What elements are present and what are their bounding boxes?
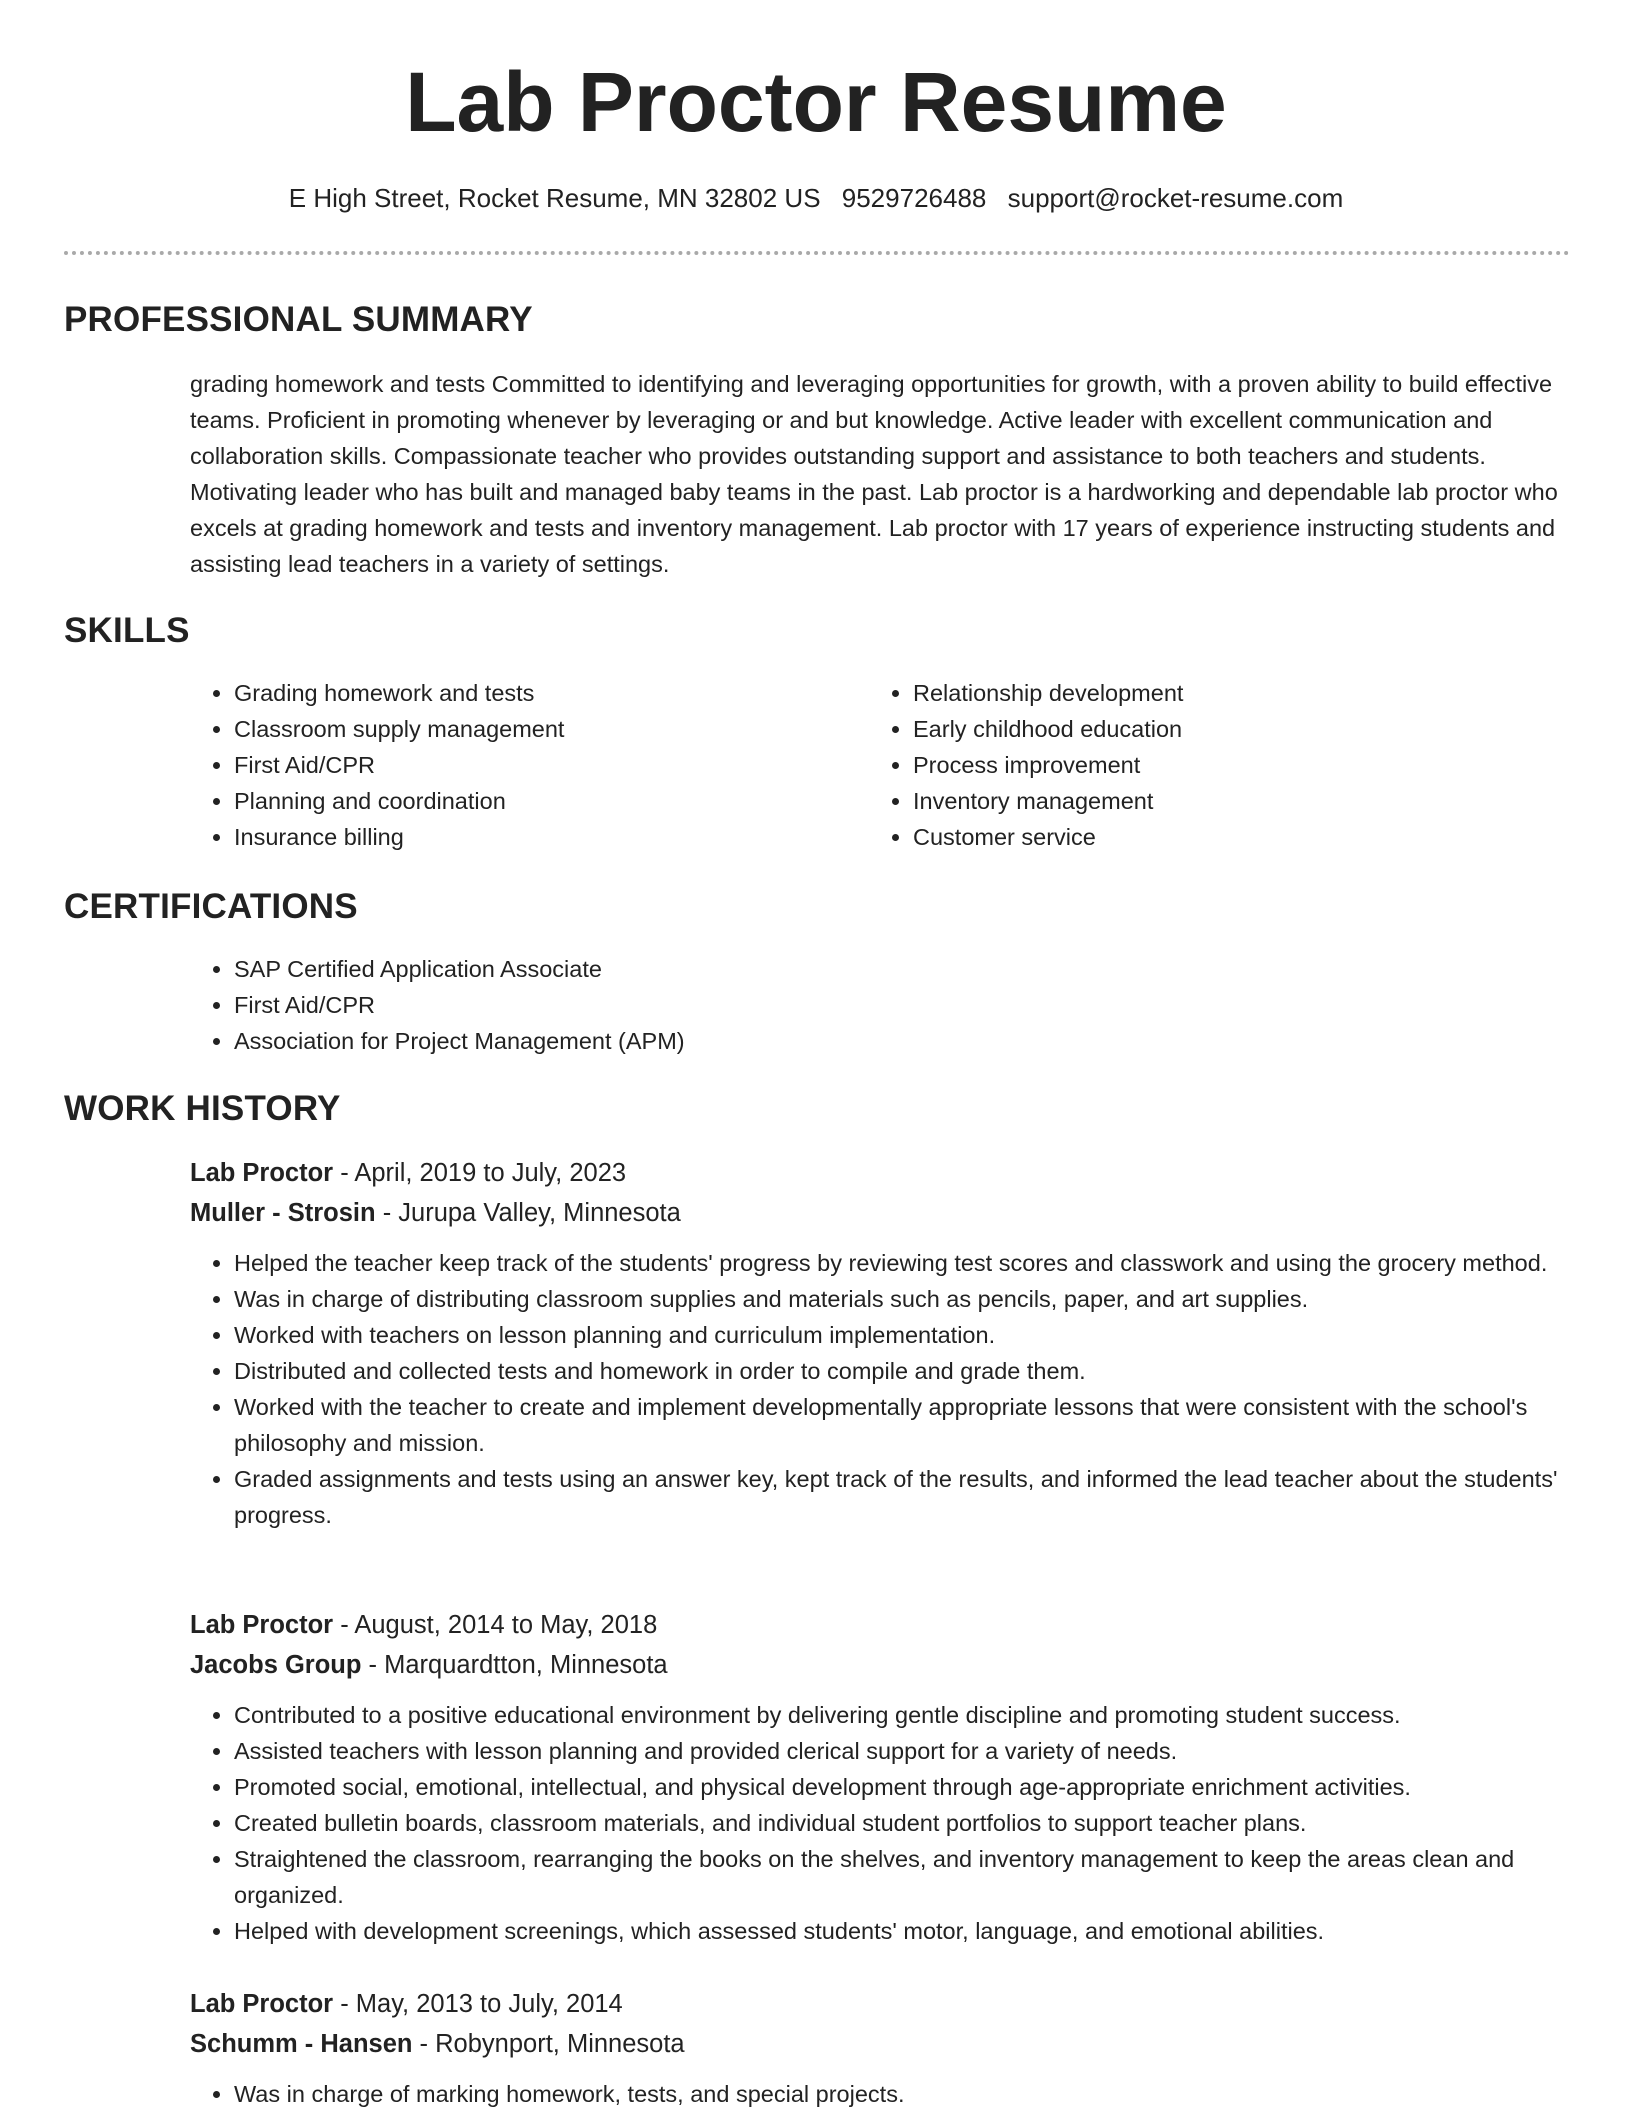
skill-item: • Early childhood education [913, 711, 1509, 747]
job-location: - Robynport, Minnesota [412, 2030, 685, 2058]
skills-left-column [190, 675, 830, 855]
skills-left-list [190, 675, 830, 855]
job-company: Jacobs Group [190, 1651, 362, 1679]
skills-right-column [869, 675, 1509, 855]
skill-item: • Classroom supply management [234, 711, 830, 747]
job-company: Muller - Strosin [190, 1199, 376, 1227]
job-duty: • Graded assignments and tests using an answer key, kept track of the results, and informed the lead teacher about the students' progress. [234, 1461, 1570, 1533]
skill-item: • Inventory management [913, 783, 1509, 819]
job-entry [190, 1984, 1570, 2112]
contact-address: E High Street, Rocket Resume, MN 32802 US [288, 183, 821, 213]
skills-heading: SKILLS [64, 611, 190, 650]
job-duty: • Helped with development screenings, which assessed students' motor, language, and emotional abilities. [234, 1913, 1570, 1949]
skill-item: • First Aid/CPR [234, 747, 830, 783]
job-duty: • Distributed and collected tests and homework in order to compile and grade them. [234, 1353, 1570, 1389]
job-duty: • Contributed to a positive educational environment by delivering gentle discipline and promoting student success. [234, 1697, 1570, 1733]
job-company-line [190, 1193, 1570, 1233]
job-title: Lab Proctor [190, 1611, 334, 1639]
job-title-line [190, 1984, 1570, 2024]
job-location: - Marquardtton, Minnesota [361, 1651, 668, 1679]
skill-item: • Planning and coordination [234, 783, 830, 819]
job-duty: • Promoted social, emotional, intellectual, and physical development through age-appropriate enrichment activities. [234, 1769, 1570, 1805]
job-duty: • Assisted teachers with lesson planning and provided clerical support for a variety of needs. [234, 1733, 1570, 1769]
job-dates: - May, 2013 to July, 2014 [333, 1990, 623, 2018]
job-company: Schumm - Hansen [190, 2030, 413, 2058]
job-location: - Jurupa Valley, Minnesota [375, 1199, 681, 1227]
work-history-heading: WORK HISTORY [64, 1089, 341, 1128]
certification-item: • SAP Certified Application Associate [234, 951, 1190, 987]
skill-item: • Customer service [913, 819, 1509, 855]
skills-right-list [869, 675, 1509, 855]
contact-line [0, 180, 1632, 216]
job-dates: - April, 2019 to July, 2023 [333, 1159, 627, 1187]
job-company-line [190, 1645, 1570, 1685]
job-title-line [190, 1153, 1570, 1193]
job-duty: • Was in charge of marking homework, tests, and special projects. [234, 2076, 1570, 2112]
contact-phone: 9529726488 [841, 183, 987, 213]
skill-item: • Process improvement [913, 747, 1509, 783]
job-duty: • Worked with the teacher to create and implement developmentally appropriate lessons that were consistent with the school's philosophy and mission. [234, 1389, 1570, 1461]
certifications-list-wrapper [190, 951, 1190, 1059]
contact-email: support@rocket-resume.com [1007, 183, 1344, 213]
job-title: Lab Proctor [190, 1990, 334, 2018]
skill-item: • Insurance billing [234, 819, 830, 855]
certifications-list [190, 951, 1190, 1059]
job-dates: - August, 2014 to May, 2018 [333, 1611, 658, 1639]
header-divider [64, 251, 1570, 255]
job-duty: • Straightened the classroom, rearranging the books on the shelves, and inventory management to keep the areas clean and organized. [234, 1841, 1570, 1913]
job-duties-list [190, 1245, 1570, 1533]
summary-heading: PROFESSIONAL SUMMARY [64, 300, 533, 339]
job-company-line [190, 2024, 1570, 2064]
job-title: Lab Proctor [190, 1159, 334, 1187]
job-entry [190, 1605, 1570, 1949]
job-title-line [190, 1605, 1570, 1645]
job-duties-list [190, 1697, 1570, 1949]
skill-item: • Relationship development [913, 675, 1509, 711]
skill-item: • Grading homework and tests [234, 675, 830, 711]
job-entry [190, 1153, 1570, 1533]
job-duty: • Was in charge of distributing classroom supplies and materials such as pencils, paper, and art supplies. [234, 1281, 1570, 1317]
job-duties-list [190, 2076, 1570, 2112]
job-duty: • Helped the teacher keep track of the students' progress by reviewing test scores and classwork and using the grocery method. [234, 1245, 1570, 1281]
certifications-heading: CERTIFICATIONS [64, 887, 358, 926]
certification-item: • Association for Project Management (APM) [234, 1023, 1190, 1059]
resume-title: Lab Proctor Resume [405, 55, 1227, 149]
certification-item: • First Aid/CPR [234, 987, 1190, 1023]
summary-text: grading homework and tests Committed to identifying and leveraging opportunities for growth, with a proven ability to build effective teams. Proficient in promoting whenever by leveraging or and but knowledge. Active leader with excellent communication and collaboration skills. Compassionate teacher who provides outstanding support and assistance to both teachers and students. Motivating leader who has built and managed baby teams in the past. Lab proctor is a hardworking and dependable lab proctor who excels at grading homework and tests and inventory management. Lab proctor with 17 years of experience instructing students and assisting lead teachers in a variety of settings. [190, 371, 1558, 577]
job-duty: • Created bulletin boards, classroom materials, and individual student portfolios to support teacher plans. [234, 1805, 1570, 1841]
job-duty: • Worked with teachers on lesson planning and curriculum implementation. [234, 1317, 1570, 1353]
